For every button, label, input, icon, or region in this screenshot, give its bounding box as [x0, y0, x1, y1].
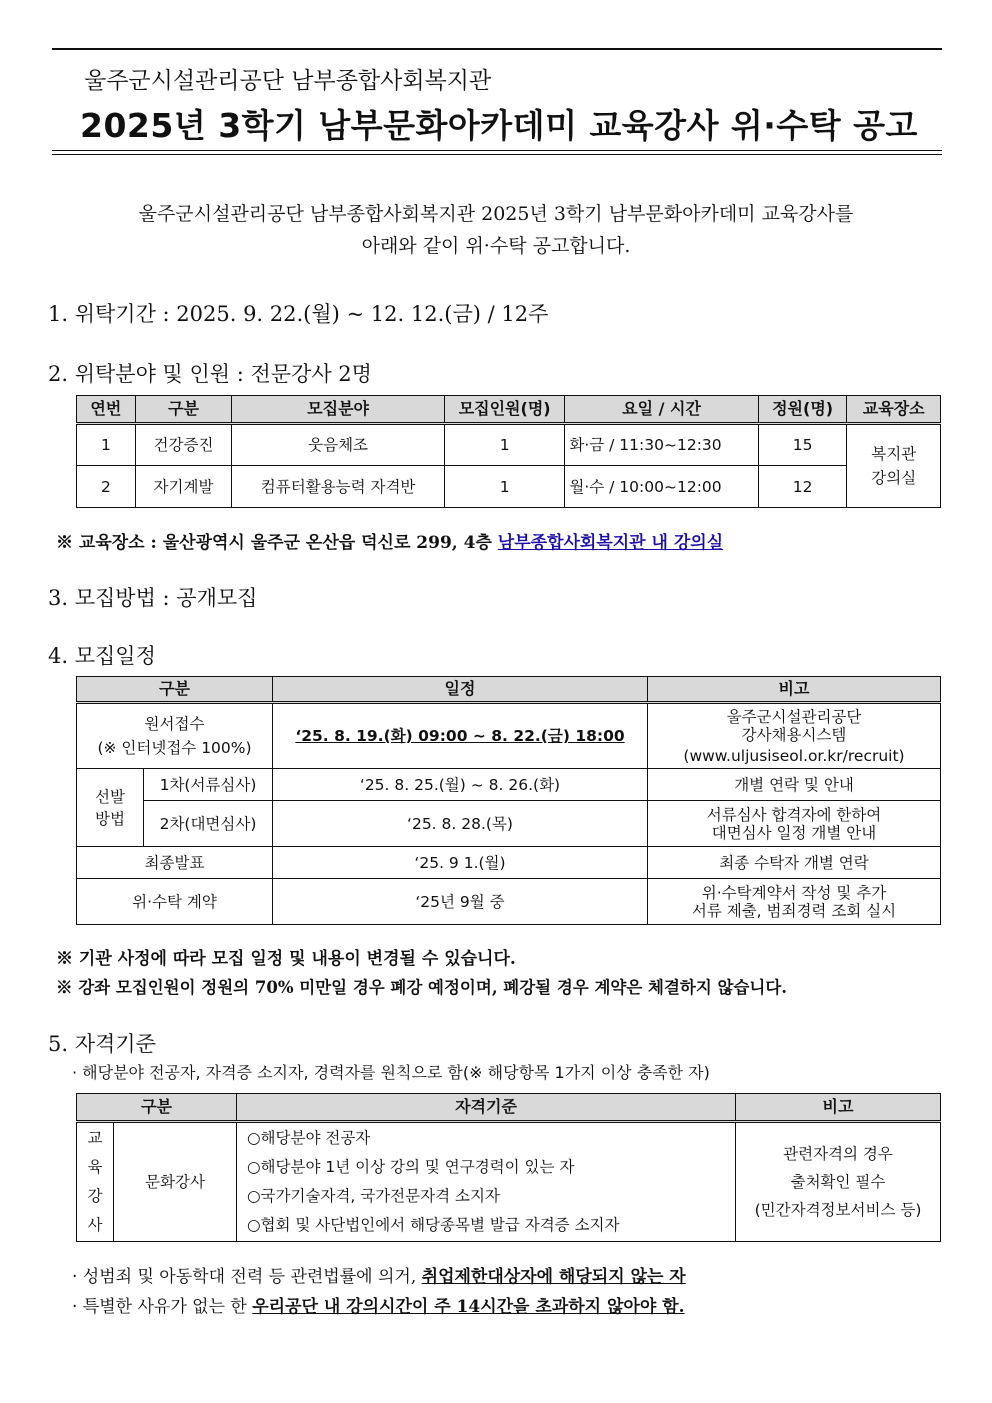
cell-round2: 2차(대면심사) — [144, 801, 273, 847]
place-note-prefix: ※ 교육장소 : 울산광역시 울주군 온산읍 덕신로 299, 4층 — [56, 533, 498, 553]
cell-final-note: 최종 수탁자 개별 연락 — [648, 847, 941, 879]
cell-count: 1 — [444, 466, 564, 508]
cell-contract-note — [648, 879, 941, 925]
cell-round1-date: ‘25. 8. 25.(월) ~ 8. 26.(화) — [273, 769, 648, 801]
cell-apply-date: ‘25. 8. 19.(화) 09:00 ~ 8. 22.(금) 18:00 — [273, 703, 648, 769]
cell-field: 웃음체조 — [232, 424, 445, 466]
header-top-rule — [52, 48, 942, 50]
cell-final: 최종발표 — [77, 847, 273, 879]
cell-cap: 15 — [758, 424, 847, 466]
cell-qual-note — [736, 1122, 941, 1242]
cell-selection — [77, 769, 144, 847]
table-row — [77, 703, 941, 769]
apply-note1: 울주군시설관리공단 — [726, 707, 862, 726]
qualification-bullet-1 — [72, 1262, 686, 1287]
side-char: 강 — [87, 1187, 103, 1205]
intro-text — [40, 198, 952, 262]
criteria-item: ○협회 및 사단법인에서 해당종목별 발급 자격증 소지자 — [247, 1216, 620, 1234]
qual-note2: 출처확인 필수 — [790, 1173, 886, 1191]
cell-contract: 위·수탁 계약 — [77, 879, 273, 925]
selection-line2: 방법 — [95, 809, 125, 828]
cell-contract-date: ‘25년 9월 중 — [273, 879, 648, 925]
side-char: 사 — [87, 1216, 103, 1234]
cell-apply — [77, 703, 273, 769]
qual-note3: (민간자격정보서비스 등) — [754, 1201, 922, 1219]
th-count: 모집인원(명) — [444, 396, 564, 424]
th-sched-cat: 구분 — [77, 677, 273, 703]
th-time: 요일 / 시간 — [565, 396, 758, 424]
section-2-field: 2. 위탁분야 및 인원 : 전문강사 2명 — [48, 362, 372, 386]
intro-line1: 울주군시설관리공단 남부종합사회복지관 2025년 3학기 남부문화아카데미 교육강사를 — [138, 203, 854, 225]
th-sched-note: 비고 — [648, 677, 941, 703]
th-qual-cat: 구분 — [77, 1094, 237, 1122]
place-line2: 강의실 — [871, 469, 917, 487]
qual-note1: 관련자격의 경우 — [783, 1145, 893, 1163]
section-1-period: 1. 위탁기간 : 2025. 9. 22.(월) ~ 12. 12.(금) / 12주 — [48, 302, 549, 326]
selection-line1: 선발 — [95, 787, 125, 806]
criteria-item: ○해당분야 전공자 — [247, 1129, 371, 1147]
cell-count: 1 — [444, 424, 564, 466]
th-sched-date: 일정 — [273, 677, 648, 703]
th-qual-note: 비고 — [736, 1094, 941, 1122]
section-4-schedule: 4. 모집일정 — [48, 644, 156, 668]
table-row — [77, 424, 941, 466]
cell-no: 2 — [77, 466, 136, 508]
cell-cat: 자기계발 — [135, 466, 232, 508]
cell-final-date: ‘25. 9 1.(월) — [273, 847, 648, 879]
th-no: 연번 — [77, 396, 136, 424]
cell-round2-date: ‘25. 8. 28.(목) — [273, 801, 648, 847]
cell-side-label — [77, 1122, 114, 1242]
apply-line1: 원서접수 — [144, 715, 205, 733]
table-row — [77, 1122, 941, 1242]
th-qual-criteria: 자격기준 — [237, 1094, 736, 1122]
header-org: 울주군시설관리공단 남부종합사회복지관 — [84, 68, 492, 94]
bullet1-underline: 취업제한대상자에 해당되지 않는 자 — [421, 1267, 686, 1287]
section-5-qualification: 5. 자격기준 — [48, 1032, 156, 1056]
cell-culture-lecturer: 문화강사 — [114, 1122, 237, 1242]
table-row — [77, 879, 941, 925]
th-cat: 구분 — [135, 396, 232, 424]
place-note — [56, 528, 723, 553]
cell-field: 컴퓨터활용능력 자격반 — [232, 466, 445, 508]
cell-round1: 1차(서류심사) — [144, 769, 273, 801]
criteria-item: ○국가기술자격, 국가전문자격 소지자 — [247, 1187, 500, 1205]
cell-no: 1 — [77, 424, 136, 466]
bullet2-underline: 우리공단 내 강의시간이 주 14시간을 초과하지 않아야 함. — [252, 1297, 685, 1317]
cell-cap: 12 — [758, 466, 847, 508]
schedule-note-2: ※ 강좌 모집인원이 정원의 70% 미만일 경우 폐강 예정이며, 폐강될 경우 계약은 체결하지 않습니다. — [56, 978, 788, 997]
round2-note2: 대면심사 일정 개별 안내 — [711, 823, 877, 842]
table-row — [77, 466, 941, 508]
side-char: 육 — [87, 1158, 103, 1176]
table-row — [77, 847, 941, 879]
field-table — [76, 395, 941, 508]
contract-note1: 위·수탁계약서 작성 및 추가 — [701, 883, 887, 902]
section-3-method: 3. 모집방법 : 공개모집 — [48, 586, 258, 610]
cell-cat: 건강증진 — [135, 424, 232, 466]
qualification-sub: · 해당분야 전공자, 자격증 소지자, 경력자를 원칙으로 함(※ 해당항목 1가지 이상 충족한 자) — [72, 1063, 710, 1082]
schedule-table — [76, 676, 941, 925]
cell-place — [847, 424, 941, 508]
cell-round1-note: 개별 연락 및 안내 — [648, 769, 941, 801]
place-note-link[interactable]: 남부종합사회복지관 내 강의실 — [497, 533, 724, 553]
page-title: 2025년 3학기 남부문화아카데미 교육강사 위·수탁 공고 — [80, 106, 918, 145]
bullet2-prefix: · 특별한 사유가 없는 한 — [72, 1297, 253, 1317]
place-line1: 복지관 — [871, 445, 917, 463]
bullet1-prefix: · 성범죄 및 아동학대 전력 등 관련법률에 의거, — [72, 1267, 422, 1287]
header-bottom-rule — [52, 150, 942, 155]
table-row — [77, 801, 941, 847]
apply-note3: (www.uljusiseol.or.kr/recruit) — [683, 746, 905, 765]
cell-apply-note — [648, 703, 941, 769]
apply-note2: 강사채용시스템 — [741, 725, 847, 744]
cell-time: 월·수 / 10:00~12:00 — [565, 466, 758, 508]
schedule-note-1: ※ 기관 사정에 따라 모집 일정 및 내용이 변경될 수 있습니다. — [56, 949, 516, 969]
th-field: 모집분야 — [232, 396, 445, 424]
side-char: 교 — [87, 1129, 103, 1147]
qualification-table — [76, 1093, 941, 1242]
cell-criteria — [237, 1122, 736, 1242]
cell-time: 화·금 / 11:30~12:30 — [565, 424, 758, 466]
contract-note2: 서류 제출, 범죄경력 조회 실시 — [691, 901, 897, 920]
round2-note1: 서류심사 합격자에 한하여 — [706, 805, 882, 824]
qualification-bullet-2 — [72, 1292, 685, 1317]
criteria-item: ○해당분야 1년 이상 강의 및 연구경력이 있는 자 — [247, 1158, 575, 1176]
th-cap: 정원(명) — [758, 396, 847, 424]
th-place: 교육장소 — [847, 396, 941, 424]
intro-line2: 아래와 같이 위·수탁 공고합니다. — [361, 235, 631, 257]
apply-line2: (※ 인터넷접수 100%) — [97, 739, 252, 757]
cell-round2-note — [648, 801, 941, 847]
table-row — [77, 769, 941, 801]
